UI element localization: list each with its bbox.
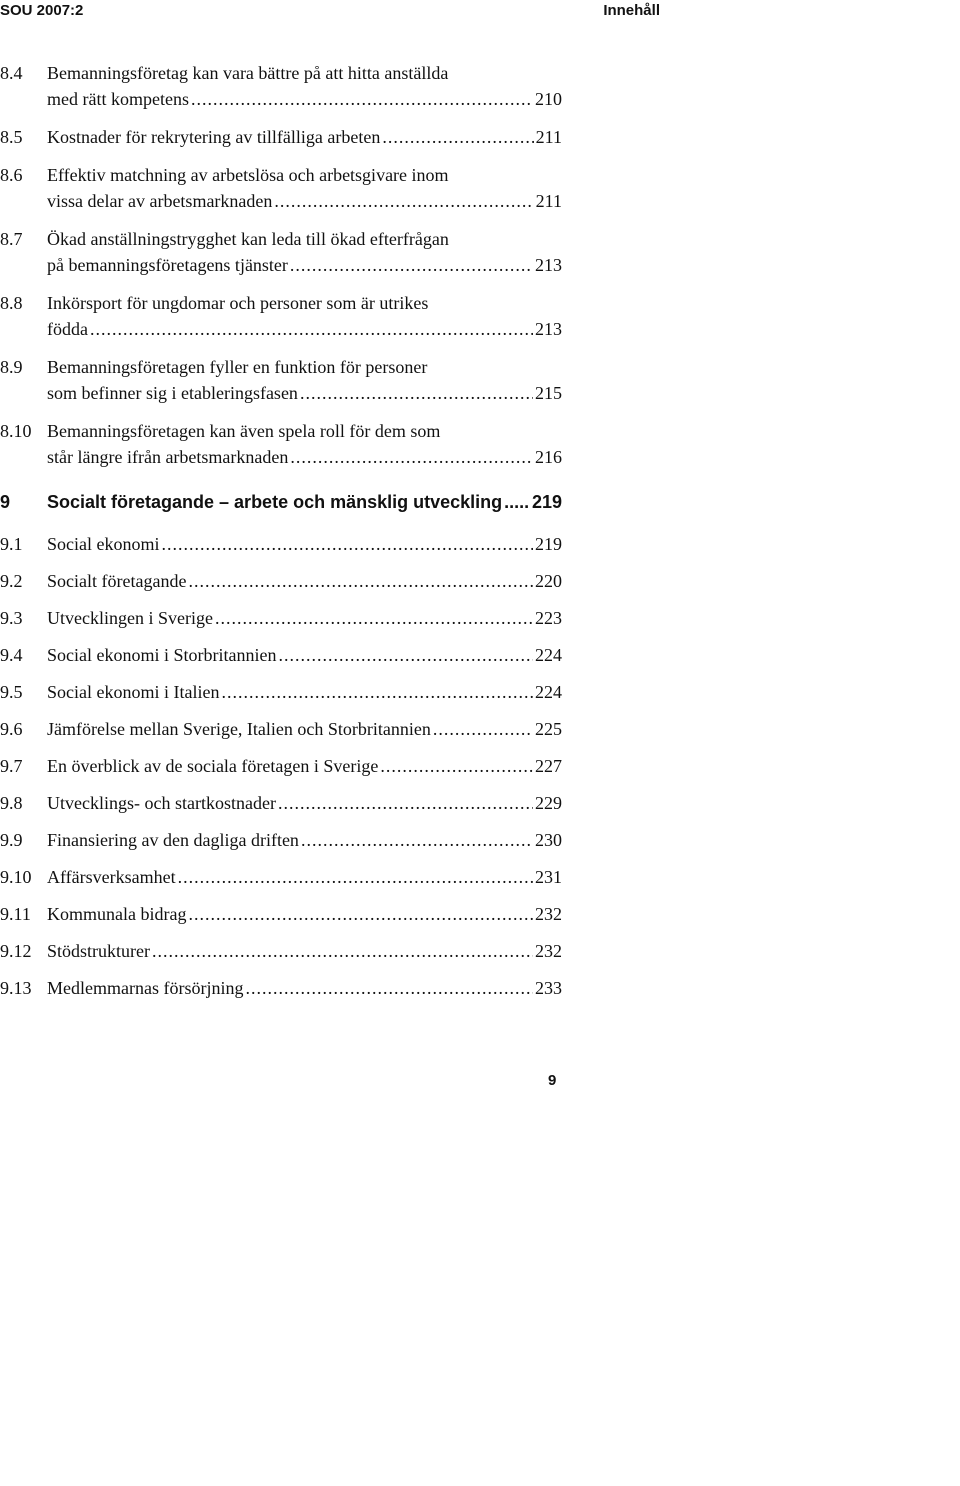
toc-entry-number: 8.8: [0, 293, 23, 313]
toc-chapter-number: 9: [0, 492, 11, 512]
toc-entry-number: 9.9: [0, 830, 23, 850]
toc-entry-title: Utvecklings- och startkostnader: [47, 793, 276, 813]
toc-entry-page: 219: [535, 534, 562, 554]
dot-leader: [504, 489, 530, 515]
toc-entry[interactable]: [0, 790, 562, 816]
toc-entry[interactable]: [0, 162, 562, 214]
page-header: [0, 2, 660, 26]
toc-entry[interactable]: [0, 605, 562, 631]
toc-entry-title: Bemanningsföretagen fyller en funktion för personer: [47, 357, 428, 377]
table-of-contents: [0, 60, 562, 1012]
toc-entry-number: 8.7: [0, 229, 23, 249]
toc-entry-page: 225: [535, 719, 562, 739]
toc-entry-title: Kommunala bidrag: [47, 904, 187, 924]
toc-entry-title: Jämförelse mellan Sverige, Italien och Storbritannien: [47, 719, 431, 739]
dot-leader: [300, 380, 533, 406]
toc-entry-page: 216: [535, 447, 562, 467]
toc-entry-title: Utvecklingen i Sverige: [47, 608, 213, 628]
dot-leader: [380, 753, 533, 779]
toc-entry-number: 9.7: [0, 756, 23, 776]
toc-entry-title: Social ekonomi i Storbritannien: [47, 645, 277, 665]
toc-entry-page: 210: [535, 89, 562, 109]
toc-entry-number: 8.6: [0, 165, 23, 185]
toc-entry-number: 8.9: [0, 357, 23, 377]
toc-entry-page: 229: [535, 793, 562, 813]
toc-entry[interactable]: [0, 679, 562, 705]
toc-entry-number: 9.3: [0, 608, 23, 628]
dot-leader: [191, 86, 533, 112]
toc-entry-title: vissa delar av arbetsmarknaden: [47, 191, 273, 211]
dot-leader: [433, 716, 533, 742]
toc-entry-number: 9.6: [0, 719, 23, 739]
toc-entry-page: 230: [535, 830, 562, 850]
toc-entry-number: 9.12: [0, 941, 32, 961]
toc-entry[interactable]: [0, 938, 562, 964]
dot-leader: [290, 252, 533, 278]
dot-leader: [301, 827, 533, 853]
toc-entry-page: 231: [535, 867, 562, 887]
dot-leader: [278, 790, 533, 816]
toc-entry-page: 223: [535, 608, 562, 628]
toc-entry-number: 9.10: [0, 867, 32, 887]
toc-entry-number: 9.1: [0, 534, 23, 554]
toc-entry-page: 213: [535, 255, 562, 275]
toc-entry-title: födda: [47, 319, 88, 339]
dot-leader: [161, 531, 533, 557]
toc-entry-title: Kostnader för rekrytering av tillfälliga arbeten: [47, 127, 381, 147]
toc-entry-title: Ökad anställningstrygghet kan leda till ökad efterfrågan: [47, 229, 449, 249]
toc-entry[interactable]: [0, 901, 562, 927]
toc-entry[interactable]: [0, 226, 562, 278]
toc-entry-page: 224: [535, 682, 562, 702]
toc-entry-number: 9.11: [0, 904, 31, 924]
toc-chapter-title: Socialt företagande – arbete och mänsklig utveckling: [47, 492, 503, 512]
toc-chapter[interactable]: [0, 489, 562, 515]
toc-entry-number: 8.10: [0, 421, 32, 441]
toc-entry-number: 9.5: [0, 682, 23, 702]
toc-entry-page: 211: [535, 191, 562, 211]
dot-leader: [221, 679, 533, 705]
toc-entry[interactable]: [0, 864, 562, 890]
toc-entry-page: 215: [535, 383, 562, 403]
toc-entry[interactable]: [0, 531, 562, 557]
toc-entry-number: 8.4: [0, 63, 23, 83]
toc-entry-title: Stödstrukturer: [47, 941, 150, 961]
page-number: 9: [548, 1072, 557, 1089]
dot-leader: [188, 568, 533, 594]
toc-entry-title: som befinner sig i etableringsfasen: [47, 383, 298, 403]
toc-entry-title: Inkörsport för ungdomar och personer som är utrikes: [47, 293, 429, 313]
toc-entry[interactable]: [0, 827, 562, 853]
toc-entry-number: 9.8: [0, 793, 23, 813]
dot-leader: [382, 124, 533, 150]
toc-entry[interactable]: [0, 975, 562, 1001]
toc-entry[interactable]: [0, 716, 562, 742]
toc-entry-title: står längre ifrån arbetsmarknaden: [47, 447, 289, 467]
toc-entry-title: En överblick av de sociala företagen i Sverige: [47, 756, 379, 776]
toc-entry[interactable]: [0, 418, 562, 470]
toc-entry[interactable]: [0, 290, 562, 342]
toc-entry-number: 9.2: [0, 571, 23, 591]
toc-entry[interactable]: [0, 568, 562, 594]
toc-entry[interactable]: [0, 642, 562, 668]
toc-entry-page: 233: [535, 978, 562, 998]
toc-chapter-page: 219: [531, 492, 562, 512]
toc-entry-title: Socialt företagande: [47, 571, 187, 591]
dot-leader: [188, 901, 533, 927]
document-id: SOU 2007:2: [0, 2, 84, 19]
toc-entry-title: Effektiv matchning av arbetslösa och arbetsgivare inom: [47, 165, 449, 185]
dot-leader: [274, 188, 533, 214]
toc-entry-page: 232: [535, 904, 562, 924]
toc-entry-title: Social ekonomi: [47, 534, 160, 554]
section-title: Innehåll: [603, 2, 660, 19]
toc-entry-page: 211: [535, 127, 562, 147]
dot-leader: [290, 444, 533, 470]
toc-entry-number: 8.5: [0, 127, 23, 147]
toc-entry[interactable]: [0, 354, 562, 406]
toc-entry-page: 224: [535, 645, 562, 665]
dot-leader: [245, 975, 533, 1001]
toc-entry[interactable]: [0, 60, 562, 112]
toc-entry-title: Bemanningsföretag kan vara bättre på att hitta anställda: [47, 63, 449, 83]
toc-entry-title: Affärsverksamhet: [47, 867, 176, 887]
toc-entry[interactable]: [0, 753, 562, 779]
toc-entry-title: med rätt kompetens: [47, 89, 189, 109]
toc-entry-title: Finansiering av den dagliga driften: [47, 830, 299, 850]
toc-entry-title: Medlemmarnas försörjning: [47, 978, 244, 998]
toc-entry[interactable]: [0, 124, 562, 150]
toc-entry-page: 232: [535, 941, 562, 961]
dot-leader: [152, 938, 533, 964]
dot-leader: [90, 316, 533, 342]
dot-leader: [215, 605, 533, 631]
toc-entry-page: 213: [535, 319, 562, 339]
toc-entry-title: på bemanningsföretagens tjänster: [47, 255, 288, 275]
toc-entry-title: Social ekonomi i Italien: [47, 682, 220, 702]
toc-entry-number: 9.4: [0, 645, 23, 665]
toc-entry-title: Bemanningsföretagen kan även spela roll för dem som: [47, 421, 441, 441]
dot-leader: [178, 864, 533, 890]
dot-leader: [278, 642, 533, 668]
toc-entry-page: 227: [535, 756, 562, 776]
toc-entry-number: 9.13: [0, 978, 32, 998]
toc-entry-page: 220: [535, 571, 562, 591]
